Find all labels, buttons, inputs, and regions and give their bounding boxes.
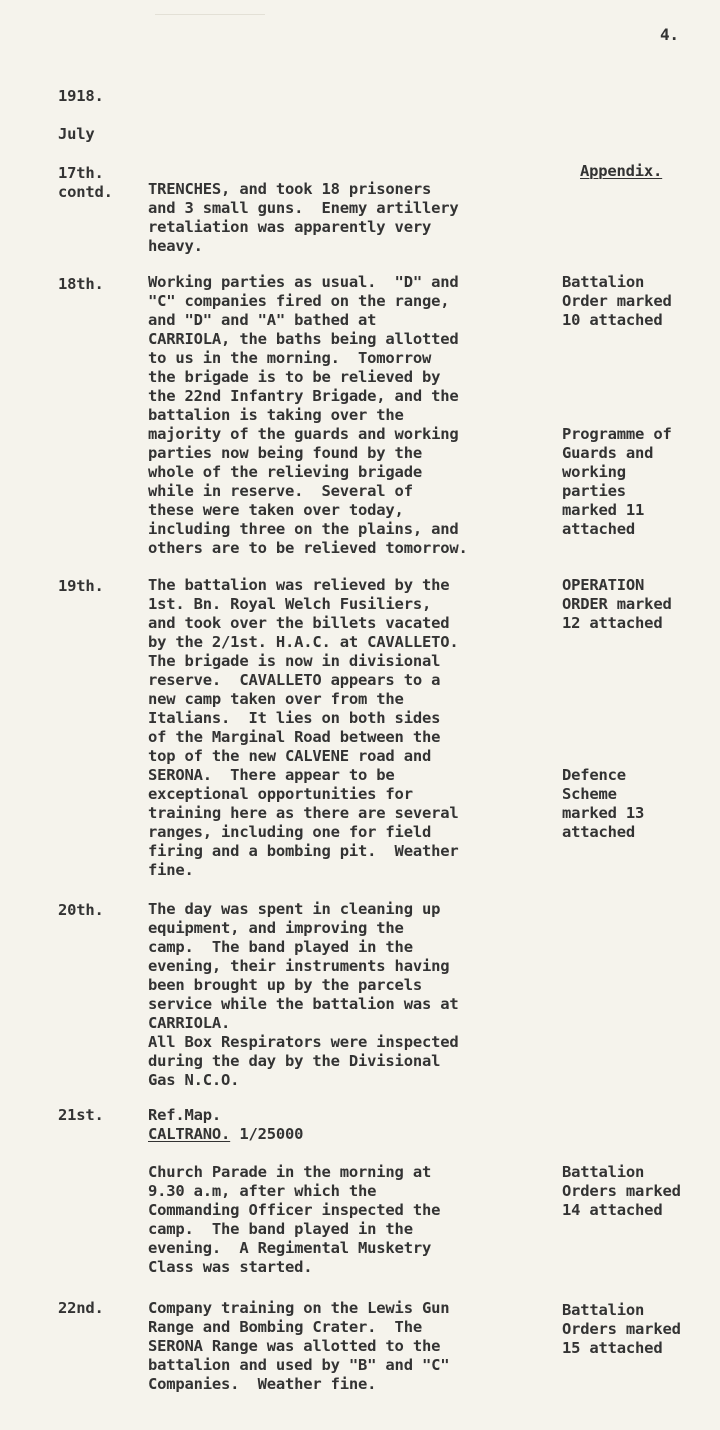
- appendix-note-line: Scheme: [562, 785, 617, 803]
- entry-date: 22nd.: [58, 1299, 104, 1317]
- appendix-note-line: attached: [562, 823, 636, 841]
- entry-date-contd: contd.: [58, 183, 113, 201]
- entry-text-line: the brigade is to be relieved by: [148, 368, 441, 386]
- appendix-note-line: 12 attached: [562, 614, 663, 632]
- entry-text-line: and "D" and "A" bathed at: [148, 311, 377, 329]
- entry-date: 21st.: [58, 1106, 104, 1124]
- appendix-note-line: Battalion: [562, 1301, 645, 1319]
- paper-mark: [155, 0, 265, 15]
- entry-date: 18th.: [58, 275, 104, 293]
- entry-text-line: firing and a bombing pit. Weather: [148, 842, 459, 860]
- appendix-note-line: working: [562, 463, 626, 481]
- entry-text-line: parties now being found by the: [148, 444, 422, 462]
- entry-text-line: The battalion was relieved by the: [148, 576, 450, 594]
- appendix-note-line: parties: [562, 482, 626, 500]
- appendix-note-line: Battalion: [562, 273, 645, 291]
- entry-text-line: Working parties as usual. "D" and: [148, 273, 459, 291]
- appendix-note-line: Guards and: [562, 444, 654, 462]
- month-heading: July: [58, 125, 95, 143]
- entry-text-line: battalion is taking over the: [148, 406, 404, 424]
- entry-text-line: The day was spent in cleaning up: [148, 900, 441, 918]
- appendix-note-line: OPERATION: [562, 576, 645, 594]
- entry-text-line: fine.: [148, 861, 194, 879]
- ref-map-scale: 1/25000: [239, 1125, 304, 1143]
- entry-text-line: camp. The band played in the: [148, 938, 413, 956]
- entry-text-line: and 3 small guns. Enemy artillery: [148, 199, 459, 217]
- entry-text-line: and took over the billets vacated: [148, 614, 450, 632]
- appendix-note-line: Battalion: [562, 1163, 645, 1181]
- entry-text-line: been brought up by the parcels: [148, 976, 422, 994]
- entry-text-line: top of the new CALVENE road and: [148, 747, 432, 765]
- appendix-note-line: Order marked: [562, 292, 672, 310]
- entry-date: 17th.: [58, 164, 104, 182]
- entry-text-line: the 22nd Infantry Brigade, and the: [148, 387, 459, 405]
- entry-text-line: Class was started.: [148, 1258, 313, 1276]
- appendix-note-line: marked 13: [562, 804, 645, 822]
- entry-text-line: new camp taken over from the: [148, 690, 404, 708]
- entry-text-line: TRENCHES, and took 18 prisoners: [148, 180, 432, 198]
- appendix-note-line: Orders marked: [562, 1182, 681, 1200]
- appendix-note-line: 14 attached: [562, 1201, 663, 1219]
- entry-text-line: exceptional opportunities for: [148, 785, 413, 803]
- entry-date: 19th.: [58, 577, 104, 595]
- entry-text-line: "C" companies fired on the range,: [148, 292, 450, 310]
- entry-text-line: heavy.: [148, 237, 203, 255]
- appendix-note-line: ORDER marked: [562, 595, 672, 613]
- entry-text-line: during the day by the Divisional: [148, 1052, 441, 1070]
- entry-text-line: Commanding Officer inspected the: [148, 1201, 441, 1219]
- appendix-note-line: Orders marked: [562, 1320, 681, 1338]
- entry-text-line: reserve. CAVALLETO appears to a: [148, 671, 441, 689]
- entry-text-line: Companies. Weather fine.: [148, 1375, 377, 1393]
- entry-text-line: majority of the guards and working: [148, 425, 459, 443]
- appendix-note-line: Defence: [562, 766, 626, 784]
- entry-text-line: these were taken over today,: [148, 501, 404, 519]
- entry-text-line: CARRIOLA.: [148, 1014, 231, 1032]
- entry-text-line: camp. The band played in the: [148, 1220, 413, 1238]
- entry-text-line: training here as there are several: [148, 804, 459, 822]
- entry-text-line: evening, their instruments having: [148, 957, 450, 975]
- page-number: 4.: [660, 25, 679, 44]
- appendix-note-line: 10 attached: [562, 311, 663, 329]
- ref-map-line: [148, 1125, 303, 1144]
- entry-text-line: CARRIOLA, the baths being allotted: [148, 330, 459, 348]
- entry-text-line: others are to be relieved tomorrow.: [148, 539, 468, 557]
- entry-text-line: Range and Bombing Crater. The: [148, 1318, 422, 1336]
- entry-text-line: The brigade is now in divisional: [148, 652, 441, 670]
- appendix-header: Appendix.: [580, 162, 663, 180]
- ref-map-place: CALTRANO.: [148, 1125, 231, 1143]
- entry-text-line: service while the battalion was at: [148, 995, 459, 1013]
- entry-text-line: equipment, and improving the: [148, 919, 404, 937]
- entry-text-line: SERONA. There appear to be: [148, 766, 395, 784]
- appendix-note-line: attached: [562, 520, 636, 538]
- appendix-note-line: 15 attached: [562, 1339, 663, 1357]
- entry-date: 20th.: [58, 901, 104, 919]
- entry-text-line: Church Parade in the morning at: [148, 1163, 432, 1181]
- entry-text-line: to us in the morning. Tomorrow: [148, 349, 432, 367]
- entry-text-line: while in reserve. Several of: [148, 482, 413, 500]
- year-heading: 1918.: [58, 87, 104, 105]
- entry-text-line: 1st. Bn. Royal Welch Fusiliers,: [148, 595, 432, 613]
- appendix-note-line: Programme of: [562, 425, 672, 443]
- entry-text-line: All Box Respirators were inspected: [148, 1033, 459, 1051]
- entry-text-line: of the Marginal Road between the: [148, 728, 441, 746]
- ref-map-label: Ref.Map.: [148, 1106, 222, 1124]
- entry-text-line: including three on the plains, and: [148, 520, 459, 538]
- entry-text-line: ranges, including one for field: [148, 823, 432, 841]
- entry-text-line: Gas N.C.O.: [148, 1071, 240, 1089]
- entry-text-line: whole of the relieving brigade: [148, 463, 422, 481]
- entry-text-line: Italians. It lies on both sides: [148, 709, 441, 727]
- entry-text-line: Company training on the Lewis Gun: [148, 1299, 450, 1317]
- entry-text-line: SERONA Range was allotted to the: [148, 1337, 441, 1355]
- entry-text-line: by the 2/1st. H.A.C. at CAVALLETO.: [148, 633, 459, 651]
- entry-text-line: battalion and used by "B" and "C": [148, 1356, 450, 1374]
- appendix-note-line: marked 11: [562, 501, 645, 519]
- entry-text-line: 9.30 a.m, after which the: [148, 1182, 377, 1200]
- entry-text-line: evening. A Regimental Musketry: [148, 1239, 432, 1257]
- entry-text-line: retaliation was apparently very: [148, 218, 432, 236]
